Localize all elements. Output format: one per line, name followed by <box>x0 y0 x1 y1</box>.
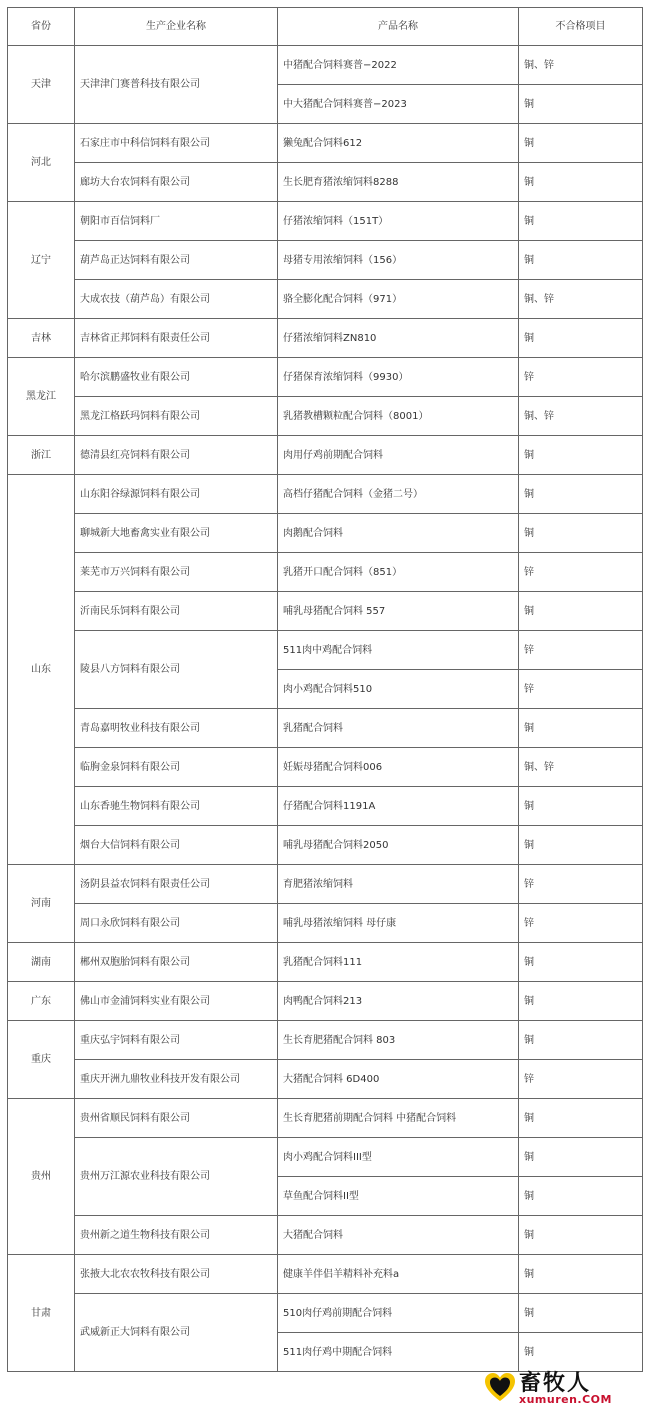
company-cell: 佛山市金浦饲料实业有限公司 <box>75 982 278 1021</box>
table-row <box>8 514 643 553</box>
watermark-brand: 畜牧人 <box>519 1370 592 1396</box>
company-cell: 山东香驰生物饲料有限公司 <box>75 787 278 826</box>
product-cell: 高档仔猪配合饲料（金猪二号） <box>278 475 519 514</box>
failed-item-cell: 铜 <box>519 1177 643 1216</box>
province-cell: 湖南 <box>8 943 75 982</box>
product-cell: 肉鸭配合饲料213 <box>278 982 519 1021</box>
failed-item-cell: 铜 <box>519 85 643 124</box>
failed-item-cell: 锌 <box>519 631 643 670</box>
product-cell: 獭兔配合饲料612 <box>278 124 519 163</box>
table-row <box>8 163 643 202</box>
table-row <box>8 1255 643 1294</box>
table-row <box>8 46 643 85</box>
table-row <box>8 241 643 280</box>
table-row <box>8 904 643 943</box>
company-cell: 石家庄市中科信饲料有限公司 <box>75 124 278 163</box>
product-cell: 生长肥育猪浓缩饲料8288 <box>278 163 519 202</box>
product-cell: 乳猪配合饲料 <box>278 709 519 748</box>
failed-item-cell: 铜 <box>519 709 643 748</box>
table-row <box>8 709 643 748</box>
product-cell: 骆全膨化配合饲料（971） <box>278 280 519 319</box>
failed-item-cell: 铜 <box>519 1294 643 1333</box>
product-cell: 哺乳母猪浓缩饲料 母仔康 <box>278 904 519 943</box>
company-cell: 青岛嘉明牧业科技有限公司 <box>75 709 278 748</box>
company-cell: 莱芜市万兴饲料有限公司 <box>75 553 278 592</box>
failed-item-cell: 铜、锌 <box>519 748 643 787</box>
company-cell: 天津津门赛普科技有限公司 <box>75 46 278 124</box>
company-cell: 张掖大北农农牧科技有限公司 <box>75 1255 278 1294</box>
company-cell: 哈尔滨鹏盛牧业有限公司 <box>75 358 278 397</box>
product-cell: 中猪配合饲料赛普−2022 <box>278 46 519 85</box>
failed-item-cell: 铜 <box>519 436 643 475</box>
product-cell: 仔猪浓缩饲料（151T） <box>278 202 519 241</box>
header-failed-item: 不合格项目 <box>519 8 643 46</box>
product-cell: 仔猪保育浓缩饲料（9930） <box>278 358 519 397</box>
company-cell: 葫芦岛正达饲料有限公司 <box>75 241 278 280</box>
product-cell: 仔猪配合饲料1191A <box>278 787 519 826</box>
product-cell: 肉用仔鸡前期配合饲料 <box>278 436 519 475</box>
province-cell: 广东 <box>8 982 75 1021</box>
product-cell: 中大猪配合饲料赛普−2023 <box>278 85 519 124</box>
company-cell: 德清县红亮饲料有限公司 <box>75 436 278 475</box>
table-row <box>8 319 643 358</box>
table-body <box>8 46 643 1372</box>
company-cell: 重庆弘宇饲料有限公司 <box>75 1021 278 1060</box>
product-cell: 生长育肥猪前期配合饲料 中猪配合饲料 <box>278 1099 519 1138</box>
company-cell: 聊城新大地畜禽实业有限公司 <box>75 514 278 553</box>
noncompliant-feed-table <box>7 7 643 1372</box>
province-cell: 甘肃 <box>8 1255 75 1372</box>
table-row <box>8 202 643 241</box>
header-province: 省份 <box>8 8 75 46</box>
table-row <box>8 865 643 904</box>
table-row <box>8 943 643 982</box>
failed-item-cell: 铜 <box>519 1021 643 1060</box>
province-cell: 河北 <box>8 124 75 202</box>
table-row <box>8 592 643 631</box>
table-row <box>8 1060 643 1099</box>
company-cell: 山东阳谷绿源饲料有限公司 <box>75 475 278 514</box>
province-cell: 河南 <box>8 865 75 943</box>
failed-item-cell: 铜、锌 <box>519 280 643 319</box>
product-cell: 乳猪配合饲料111 <box>278 943 519 982</box>
table-row <box>8 787 643 826</box>
company-cell: 朝阳市百信饲料厂 <box>75 202 278 241</box>
table-row <box>8 1138 643 1177</box>
table-row <box>8 280 643 319</box>
province-cell: 吉林 <box>8 319 75 358</box>
product-cell: 511肉仔鸡中期配合饲料 <box>278 1333 519 1372</box>
product-cell: 肉小鸡配合饲料510 <box>278 670 519 709</box>
table-row <box>8 436 643 475</box>
table-row <box>8 826 643 865</box>
table-row <box>8 124 643 163</box>
failed-item-cell: 铜 <box>519 592 643 631</box>
failed-item-cell: 铜 <box>519 1138 643 1177</box>
product-cell: 草鱼配合饲料II型 <box>278 1177 519 1216</box>
product-cell: 哺乳母猪配合饲料2050 <box>278 826 519 865</box>
product-cell: 妊娠母猪配合饲料006 <box>278 748 519 787</box>
company-cell: 贵州万江源农业科技有限公司 <box>75 1138 278 1216</box>
failed-item-cell: 铜 <box>519 163 643 202</box>
failed-item-cell: 铜 <box>519 1216 643 1255</box>
failed-item-cell: 锌 <box>519 358 643 397</box>
failed-item-cell: 铜 <box>519 826 643 865</box>
header-product: 产品名称 <box>278 8 519 46</box>
company-cell: 临朐金泉饲料有限公司 <box>75 748 278 787</box>
failed-item-cell: 铜 <box>519 1099 643 1138</box>
province-cell: 山东 <box>8 475 75 865</box>
product-cell: 育肥猪浓缩饲料 <box>278 865 519 904</box>
province-cell: 天津 <box>8 46 75 124</box>
product-cell: 乳猪教槽颗粒配合饲料（8001） <box>278 397 519 436</box>
table-header-row <box>8 8 643 46</box>
province-cell: 辽宁 <box>8 202 75 319</box>
company-cell: 黑龙江格跃玛饲料有限公司 <box>75 397 278 436</box>
table-row <box>8 475 643 514</box>
table-row <box>8 748 643 787</box>
failed-item-cell: 锌 <box>519 865 643 904</box>
failed-item-cell: 铜 <box>519 514 643 553</box>
product-cell: 乳猪开口配合饲料（851） <box>278 553 519 592</box>
product-cell: 仔猪浓缩饲料ZN810 <box>278 319 519 358</box>
company-cell: 周口永欣饲料有限公司 <box>75 904 278 943</box>
failed-item-cell: 铜 <box>519 943 643 982</box>
company-cell: 沂南民乐饲料有限公司 <box>75 592 278 631</box>
product-cell: 大猪配合饲料 <box>278 1216 519 1255</box>
company-cell: 汤阴县益农饲料有限责任公司 <box>75 865 278 904</box>
product-cell: 健康羊伴侣羊精料补充料a <box>278 1255 519 1294</box>
failed-item-cell: 锌 <box>519 1060 643 1099</box>
company-cell: 吉林省正邦饲料有限责任公司 <box>75 319 278 358</box>
table-row <box>8 397 643 436</box>
product-cell: 母猪专用浓缩饲料（156） <box>278 241 519 280</box>
failed-item-cell: 铜、锌 <box>519 397 643 436</box>
company-cell: 武威新正大饲料有限公司 <box>75 1294 278 1372</box>
product-cell: 肉小鸡配合饲料III型 <box>278 1138 519 1177</box>
failed-item-cell: 铜 <box>519 124 643 163</box>
table-row <box>8 1216 643 1255</box>
province-cell: 贵州 <box>8 1099 75 1255</box>
province-cell: 重庆 <box>8 1021 75 1099</box>
table-row <box>8 1021 643 1060</box>
product-cell: 生长育肥猪配合饲料 803 <box>278 1021 519 1060</box>
province-cell: 黑龙江 <box>8 358 75 436</box>
product-cell: 511肉中鸡配合饲料 <box>278 631 519 670</box>
failed-item-cell: 铜 <box>519 202 643 241</box>
failed-item-cell: 铜 <box>519 319 643 358</box>
failed-item-cell: 锌 <box>519 904 643 943</box>
failed-item-cell: 铜 <box>519 1255 643 1294</box>
failed-item-cell: 铜 <box>519 475 643 514</box>
table-row <box>8 982 643 1021</box>
province-cell: 浙江 <box>8 436 75 475</box>
failed-item-cell: 锌 <box>519 553 643 592</box>
company-cell: 大成农技（葫芦岛）有限公司 <box>75 280 278 319</box>
header-company: 生产企业名称 <box>75 8 278 46</box>
watermark-url: xumuren.COM <box>519 1393 612 1406</box>
product-cell: 510肉仔鸡前期配合饲料 <box>278 1294 519 1333</box>
watermark <box>475 1366 645 1406</box>
product-cell: 肉鹅配合饲料 <box>278 514 519 553</box>
table-row <box>8 631 643 670</box>
table-row <box>8 1294 643 1333</box>
failed-item-cell: 铜 <box>519 241 643 280</box>
failed-item-cell: 铜 <box>519 1333 643 1372</box>
heart-logo-icon <box>483 1370 517 1404</box>
table-row <box>8 1099 643 1138</box>
table-row <box>8 358 643 397</box>
company-cell: 贵州省顺民饲料有限公司 <box>75 1099 278 1138</box>
failed-item-cell: 铜、锌 <box>519 46 643 85</box>
company-cell: 贵州新之道生物科技有限公司 <box>75 1216 278 1255</box>
table-row <box>8 553 643 592</box>
company-cell: 廊坊大台农饲料有限公司 <box>75 163 278 202</box>
company-cell: 郴州双胞胎饲料有限公司 <box>75 943 278 982</box>
company-cell: 烟台大信饲料有限公司 <box>75 826 278 865</box>
product-cell: 哺乳母猪配合饲料 557 <box>278 592 519 631</box>
failed-item-cell: 铜 <box>519 787 643 826</box>
company-cell: 重庆开洲九鼎牧业科技开发有限公司 <box>75 1060 278 1099</box>
failed-item-cell: 铜 <box>519 982 643 1021</box>
company-cell: 陵县八方饲料有限公司 <box>75 631 278 709</box>
failed-item-cell: 锌 <box>519 670 643 709</box>
product-cell: 大猪配合饲料 6D400 <box>278 1060 519 1099</box>
